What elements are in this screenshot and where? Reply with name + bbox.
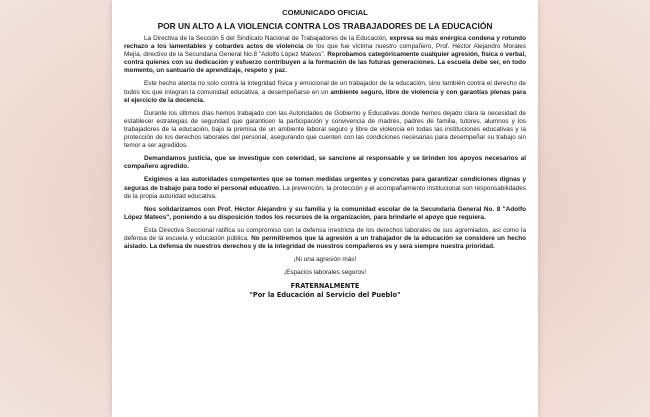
closing: FRATERNALMENTE — [290, 282, 360, 291]
paragraph-5-text-b: La prevención, la protección y el acompañamiento institucional son responsabilidades de la propia autoridad educativa. — [124, 184, 526, 200]
paragraph-1-text-d: Reprobamos categóricamente cualquier agresión, física o verbal, contra quienes con su dedicación y esfuerzo contribuyen a la formación de las futuras generaciones. La escuela debe ser, en todo momento, un santuario de aprendizaje, respeto y paz. — [124, 51, 527, 75]
paragraph-7 — [124, 227, 526, 251]
paragraph-6-text: Nos solidarizamos con Prof. Héctor Alejandro y su familia y la comunidad escolar de la Secundaria General No. 8 "Adolfo López Mateos", poniendo a su disposición todos los recursos de la organización, para brindarle el apoyo que requiera. — [124, 205, 526, 221]
paragraph-1 — [124, 35, 526, 75]
paragraph-4 — [124, 155, 526, 171]
paragraph-2-text-b: ambiente seguro, libre de violencia y con garantías plenas para el ejercicio de la docencia. — [124, 88, 526, 104]
paragraph-5 — [124, 176, 526, 200]
paragraph-2 — [124, 80, 526, 104]
paragraph-7-text-b: No permitiremos que la agresión a un trabajador de la educación se considere un hecho aislado. La defensa de nuestros derechos y de la integridad de nuestros compañeros es y será siempre nuestra prioridad. — [124, 234, 527, 251]
document-title: COMUNICADO OFICIAL — [282, 8, 368, 17]
paragraph-2-text-a: Este hecho atenta no solo contra la integridad física y emocional de un trabajador de la educación, sino también contra el derecho de todos los que integran la comunidad educativa, a desempeñarse en un — [124, 80, 526, 96]
document-page — [112, 0, 538, 417]
paragraph-7-text-a: Esta Directiva Seccional ratifica su compromiso con la defensa irrestricta de los derechos laborales de sus agremiados, así como la defensa de la escuela y educación pública. — [124, 226, 526, 242]
paragraph-4-text: Demandamos justicia, que se investigue con celeridad, se sancione al responsable y se brinden los apoyos necesarios al compañero agredido. — [124, 155, 526, 171]
paragraph-5-text-a: Exigimos a las autoridades competentes que se tomen medidas urgentes y concretas para garantizar condiciones dignas y seguras de trabajo para todo el personal educativo. — [124, 176, 526, 192]
paragraph-3: Durante los últimos días hemos trabajado con las Autoridades de Gobierno y Educativas donde hemos dejado clara la necesidad de establecer estrategias de seguridad que garanticen la participación y convivencia de madres, padres de familia, tutores, alumnos y los trabajadores de la educación, bajo la premisa de un ambiente laboral seguro y libre de violencia en todas las instituciones educativas y la protección de los derechos laborales del personal, asegurando que cuenten con las condiciones necesarias para desempeñar su trabajo sin temor a ser agredidos. — [124, 109, 526, 150]
paragraph-1-text-c: de los que fue víctima nuestro compañero, Prof. Héctor Alejandro Morales Mejía, directivo de la Secundaria General No.8 "Adolfo López Mateos". — [124, 43, 526, 59]
motto: "Por la Educación al Servicio del Pueblo" — [249, 290, 401, 299]
document-subtitle: POR UN ALTO A LA VIOLENCIA CONTRA LOS TRABAJADORES DE LA EDUCACIÓN — [157, 21, 493, 31]
paragraph-1-text-b: expresa su más enérgica condena y rotundo rechazo a los lamentables y cobardes actos de violencia — [124, 35, 526, 51]
paragraph-1-text-a: La Directiva de la Sección 5 del Sindicato Nacional de Trabajadores de la Educación, — [144, 35, 390, 42]
slogan-1: ¡Ni una agresión más! — [293, 256, 357, 264]
slogan-2: ¡Espacios laborales seguros! — [283, 269, 367, 277]
paragraph-6 — [124, 206, 526, 222]
